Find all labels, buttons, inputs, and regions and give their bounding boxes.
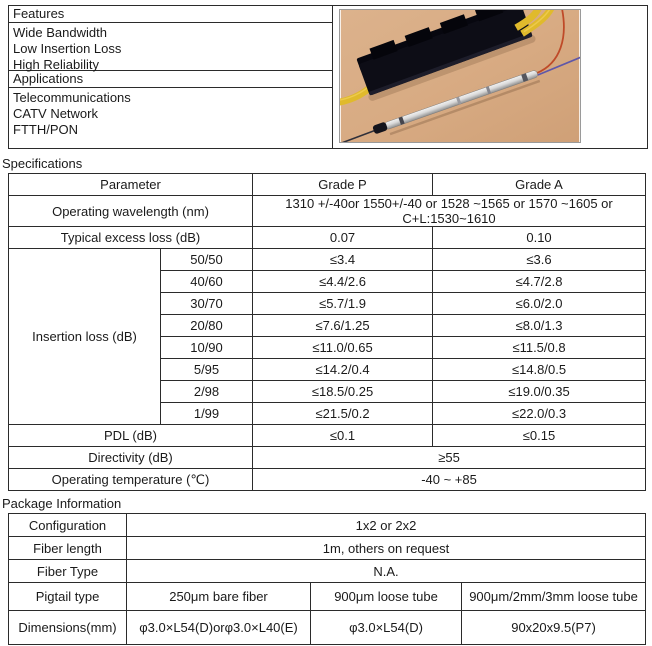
feature-item: Low Insertion Loss [13,41,122,56]
col-header-grade-p: Grade P [253,174,433,196]
product-photo [339,9,581,143]
operating-temperature-value: -40 ~ +85 [253,469,646,491]
application-item: Telecommunications [13,90,131,105]
pkg-row-dimensions [9,611,646,645]
spec-header-row [9,174,646,196]
split-ratio: 20/80 [161,315,253,337]
insertion-grade-p: ≤5.7/1.9 [253,293,433,315]
pigtail-type-label: Pigtail type [9,583,127,611]
split-ratio: 30/70 [161,293,253,315]
insertion-grade-p: ≤14.2/0.4 [253,359,433,381]
spec-row-directivity [9,447,646,469]
applications-list [9,88,332,148]
overview-table [8,5,648,149]
product-photo-wrap [333,6,647,143]
excess-loss-grade-a: 0.10 [433,227,646,249]
pdl-grade-a: ≤0.15 [433,425,646,447]
application-item: FTTH/PON [13,122,78,137]
insertion-grade-a: ≤22.0/0.3 [433,403,646,425]
specifications-title: Specifications [2,156,83,171]
pkg-row-pigtail-type [9,583,646,611]
fiber-type-value: N.A. [127,560,646,583]
product-photo-cell [333,6,648,149]
pigtail-loose-tube: 900μm loose tube [311,583,462,611]
spec-row-wavelength [9,196,646,227]
col-header-parameter: Parameter [9,174,253,196]
pkg-row-fiber-type [9,560,646,583]
excess-loss-label: Typical excess loss (dB) [9,227,253,249]
split-ratio: 10/90 [161,337,253,359]
application-item: CATV Network [13,106,98,121]
insertion-grade-p: ≤4.4/2.6 [253,271,433,293]
applications-header: Applications [9,71,332,88]
insertion-grade-a: ≤4.7/2.8 [433,271,646,293]
pkg-row-fiber-length [9,537,646,560]
insertion-grade-p: ≤21.5/0.2 [253,403,433,425]
insertion-grade-a: ≤3.6 [433,249,646,271]
insertion-grade-a: ≤8.0/1.3 [433,315,646,337]
feature-item: Wide Bandwidth [13,25,107,40]
insertion-grade-a: ≤11.5/0.8 [433,337,646,359]
features-list [9,23,332,71]
directivity-value: ≥55 [253,447,646,469]
pdl-label: PDL (dB) [9,425,253,447]
features-header: Features [9,6,332,23]
dimensions-label: Dimensions(mm) [9,611,127,645]
operating-temperature-label: Operating temperature (℃) [9,469,253,491]
insertion-grade-p: ≤3.4 [253,249,433,271]
pkg-row-configuration [9,514,646,537]
split-ratio: 5/95 [161,359,253,381]
datasheet-page [0,5,652,646]
pigtail-multi-tube: 900μm/2mm/3mm loose tube [462,583,646,611]
insertion-grade-a: ≤19.0/0.35 [433,381,646,403]
insertion-grade-p: ≤7.6/1.25 [253,315,433,337]
col-header-grade-a: Grade A [433,174,646,196]
dimensions-multi-tube: 90x20x9.5(P7) [462,611,646,645]
package-information-title: Package Information [2,496,122,511]
dimensions-loose-tube: φ3.0×L54(D) [311,611,462,645]
fiber-length-value: 1m, others on request [127,537,646,560]
fiber-type-label: Fiber Type [9,560,127,583]
specifications-table [8,173,646,491]
split-ratio: 2/98 [161,381,253,403]
split-ratio: 1/99 [161,403,253,425]
feature-item: High Reliability [13,57,99,72]
configuration-label: Configuration [9,514,127,537]
spec-row-pdl [9,425,646,447]
spec-row-operating-temperature [9,469,646,491]
fiber-length-label: Fiber length [9,537,127,560]
configuration-value: 1x2 or 2x2 [127,514,646,537]
dimensions-bare-fiber: φ3.0×L54(D)orφ3.0×L40(E) [127,611,311,645]
wavelength-label: Operating wavelength (nm) [9,196,253,227]
wavelength-value: 1310 +/-40or 1550+/-40 or 1528 ~1565 or 1570 ~1605 or C+L:1530~1610 [253,196,646,227]
pdl-grade-p: ≤0.1 [253,425,433,447]
directivity-label: Directivity (dB) [9,447,253,469]
package-information-table [8,513,646,645]
insertion-grade-a: ≤14.8/0.5 [433,359,646,381]
insertion-grade-p: ≤11.0/0.65 [253,337,433,359]
insertion-loss-label: Insertion loss (dB) [9,249,161,425]
insertion-grade-p: ≤18.5/0.25 [253,381,433,403]
split-ratio: 50/50 [161,249,253,271]
pigtail-bare-fiber: 250μm bare fiber [127,583,311,611]
features-applications-cell [9,6,333,149]
excess-loss-grade-p: 0.07 [253,227,433,249]
split-ratio: 40/60 [161,271,253,293]
spec-row-excess-loss [9,227,646,249]
insertion-grade-a: ≤6.0/2.0 [433,293,646,315]
spec-row-insertion-loss [9,249,646,271]
